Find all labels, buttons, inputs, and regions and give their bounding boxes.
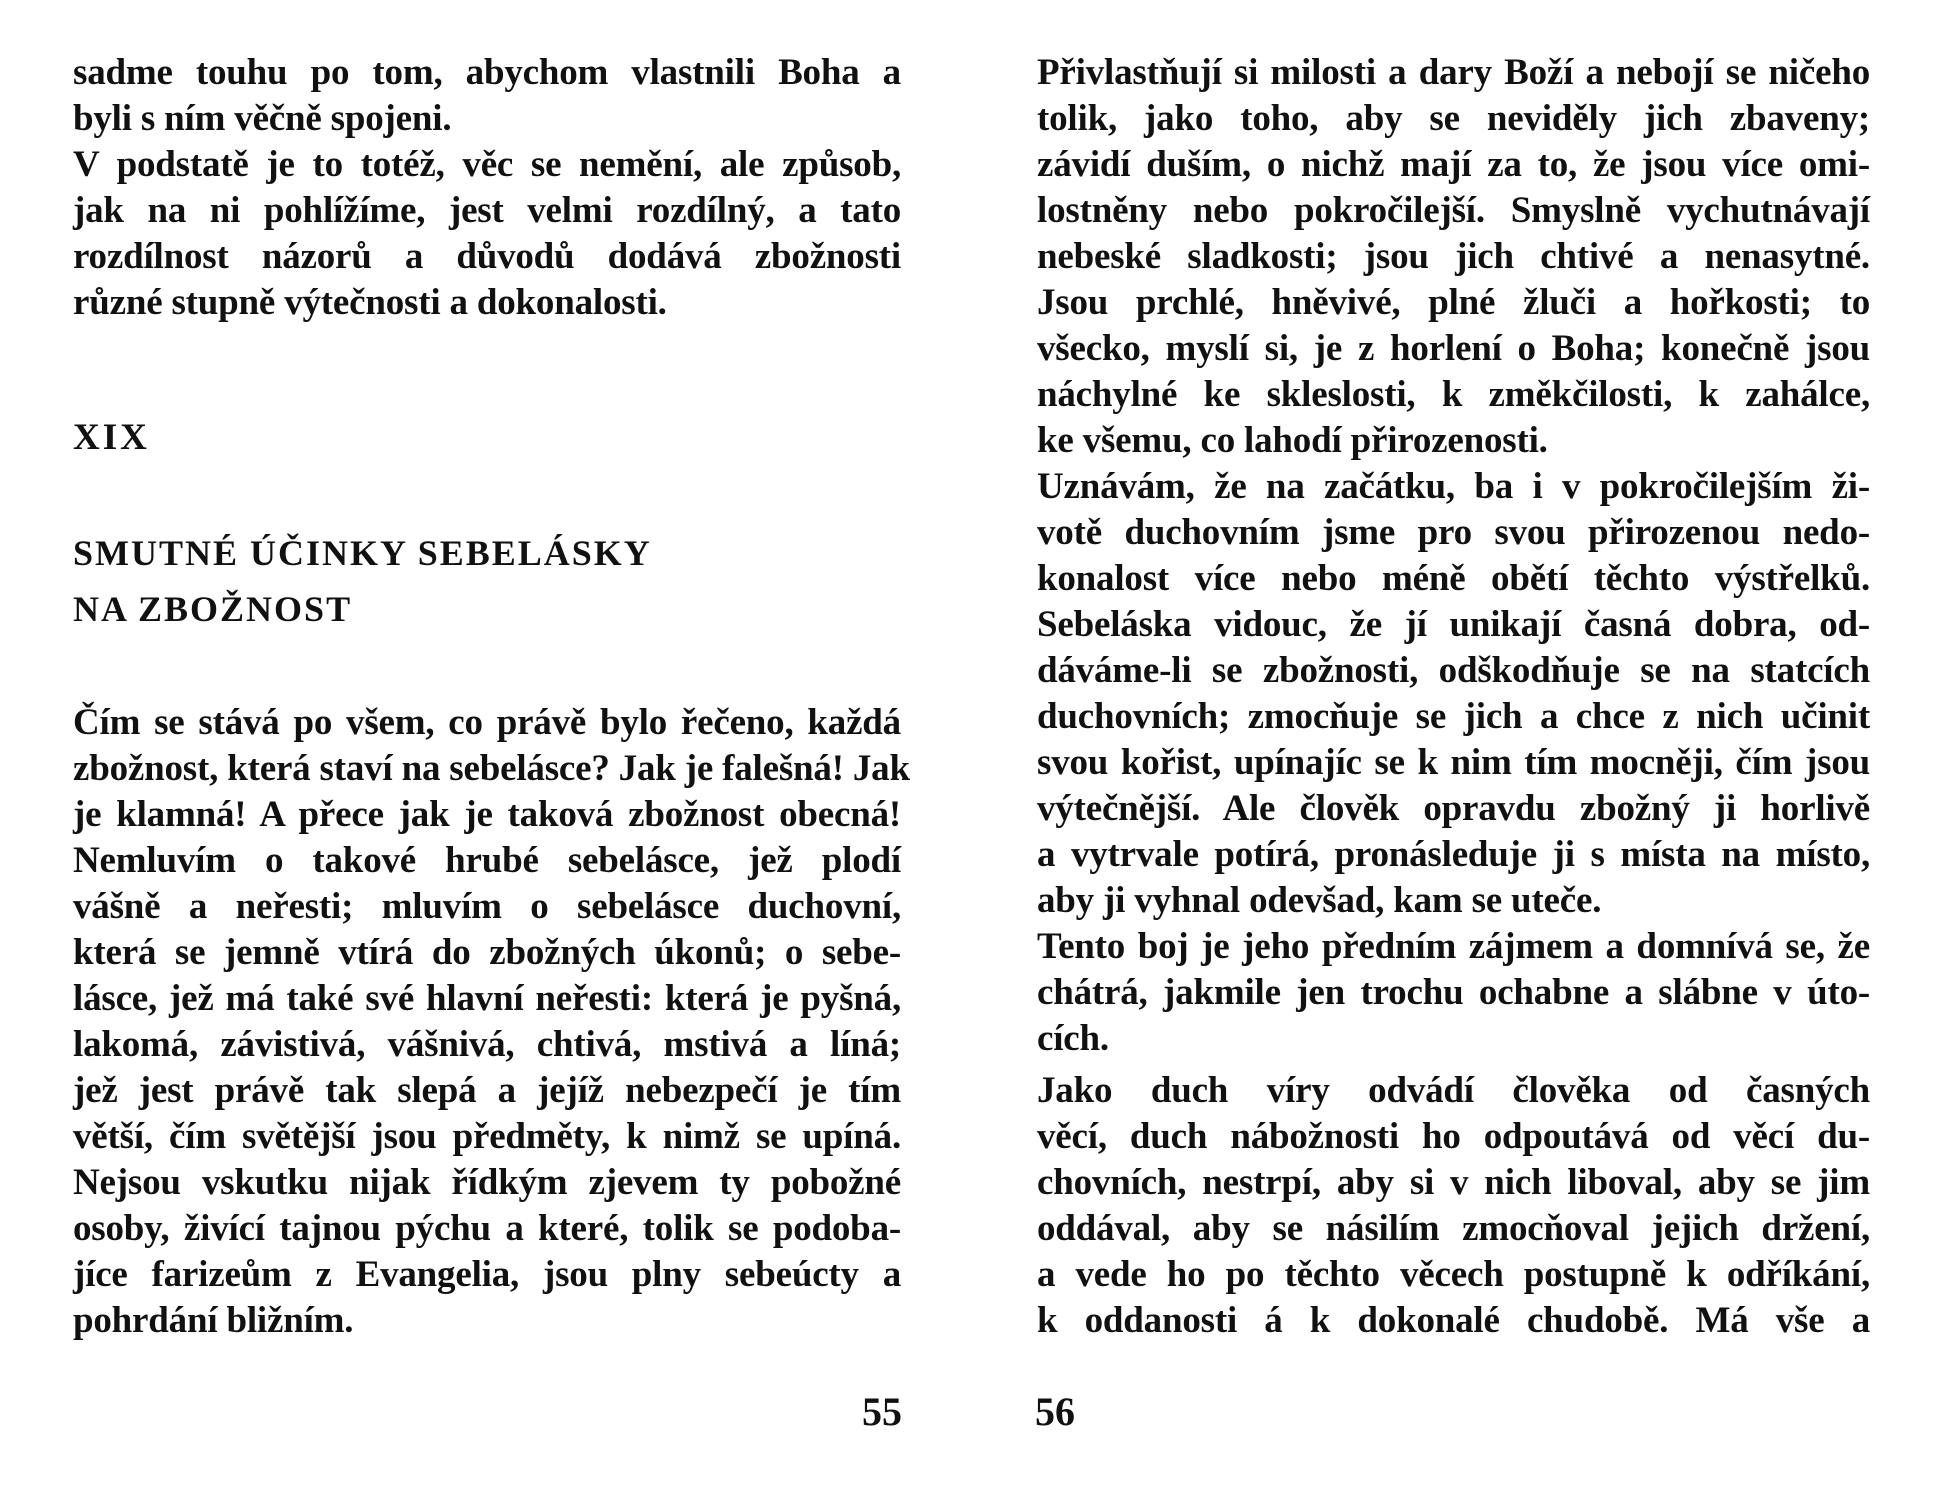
text-line: votě duchovním jsme pro svou přirozenou nedo- — [1037, 512, 1870, 553]
text-line: byli s ním věčně spojeni. — [73, 98, 452, 139]
text-line: a vytrvale potírá, pronásleduje ji s místa na místo, — [1037, 834, 1870, 875]
text-line: jež jest právě tak slepá a jejíž nebezpečí je tím — [73, 1070, 901, 1111]
text-line: jak na ni pohlížíme, jest velmi rozdílný, a tato — [73, 190, 901, 231]
text-line: Sebeláska vidouc, že jí unikají časná dobra, od- — [1037, 604, 1870, 645]
text-line: sadme touhu po tom, abychom vlastnili Boha a — [73, 52, 901, 93]
chapter-title: NA ZBOŽNOST — [73, 589, 353, 629]
page-number: 55 — [862, 1389, 902, 1434]
text-line: Uznávám, že na začátku, ba i v pokročilejším ži- — [1037, 466, 1870, 507]
text-line: tolik, jako toho, aby se neviděly jich zbaveny; — [1037, 98, 1870, 139]
text-line: Jsou prchlé, hněvivé, plné žluči a hořkosti; to — [1037, 282, 1870, 323]
text-line: ke všemu, co lahodí přirozenosti. — [1037, 420, 1548, 461]
text-line: konalost více nebo méně obětí těchto výstřelků. — [1037, 558, 1870, 599]
text-line: Jako duch víry odvádí člověka od časných — [1037, 1070, 1870, 1111]
text-line: chovních, nestrpí, aby si v nich liboval, aby se jim — [1037, 1162, 1870, 1203]
text-line: oddával, aby se násilím zmocňoval jejich držení, — [1037, 1208, 1870, 1249]
text-line: svou kořist, upínajíc se k nim tím mocněji, čím jsou — [1037, 742, 1870, 783]
text-line: která se jemně vtírá do zbožných úkonů; o sebe- — [73, 932, 901, 973]
text-line: chátrá, jakmile jen trochu ochabne a slábne v úto- — [1037, 972, 1870, 1013]
text-line: Nejsou vskutku nijak řídkým zjevem ty pobožné — [73, 1162, 901, 1203]
text-line: aby ji vyhnal odevšad, kam se uteče. — [1037, 880, 1602, 921]
text-line: je klamná! A přece jak je taková zbožnost obecná! — [73, 794, 901, 835]
text-line: lakomá, závistivá, vášnivá, chtivá, mstivá a líná; — [73, 1024, 901, 1065]
text-line: Tento boj je jeho předním zájmem a domnívá se, že — [1037, 926, 1870, 967]
text-line: jíce farizeům z Evangelia, jsou plny sebeúcty a — [73, 1254, 901, 1295]
text-line: Přivlastňují si milosti a dary Boží a nebojí se ničeho — [1037, 52, 1870, 93]
text-line: k oddanosti á k dokonalé chudobě. Má vše a — [1037, 1300, 1870, 1341]
text-line: všecko, myslí si, je z horlení o Boha; konečně jsou — [1037, 328, 1870, 369]
text-line: větší, čím světější jsou předměty, k nimž se upíná. — [73, 1116, 901, 1157]
text-line: cích. — [1037, 1018, 1109, 1059]
text-line: lásce, jež má také své hlavní neřesti: která je pyšná, — [73, 978, 901, 1019]
text-line: dáváme-li se zbožnosti, odškodňuje se na statcích — [1037, 650, 1870, 691]
text-line: rozdílnost názorů a důvodů dodává zbožnosti — [73, 236, 901, 277]
text-line: Nemluvím o takové hrubé sebelásce, jež plodí — [73, 840, 901, 881]
text-line: vášně a neřesti; mluvím o sebelásce duchovní, — [73, 886, 901, 927]
text-line: osoby, živící tajnou pýchu a které, tolik se podoba- — [73, 1208, 901, 1249]
text-line: závidí duším, o nichž mají za to, že jsou více omi- — [1037, 144, 1870, 185]
text-line: Čím se stává po všem, co právě bylo řečeno, každá — [73, 702, 901, 743]
text-line: nebeské sladkosti; jsou jich chtivé a nenasytné. — [1037, 236, 1870, 277]
text-line: a vede ho po těchto věcech postupně k odříkání, — [1037, 1254, 1870, 1295]
chapter-number: XIX — [73, 417, 150, 458]
text-line: V podstatě je to totéž, věc se nemění, ale způsob, — [73, 144, 901, 185]
text-line: duchovních; zmocňuje se jich a chce z nich učinit — [1037, 696, 1870, 737]
page-number: 56 — [1035, 1389, 1075, 1434]
text-line: náchylné ke skleslosti, k změkčilosti, k zahálce, — [1037, 374, 1870, 415]
chapter-title: SMUTNÉ ÚČINKY SEBELÁSKY — [73, 533, 652, 573]
text-line: lostněny nebo pokročilejší. Smyslně vychutnávají — [1037, 190, 1870, 231]
text-line: zbožnost, která staví na sebelásce? Jak je falešná! Jak — [73, 748, 910, 789]
text-line: pohrdání bližním. — [73, 1300, 354, 1341]
text-line: různé stupně výtečnosti a dokonalosti. — [73, 282, 667, 323]
text-line: věcí, duch nábožnosti ho odpoutává od věcí du- — [1037, 1116, 1870, 1157]
right-page — [969, 0, 1938, 1500]
text-line: výtečnější. Ale člověk opravdu zbožný ji horlivě — [1037, 788, 1870, 829]
